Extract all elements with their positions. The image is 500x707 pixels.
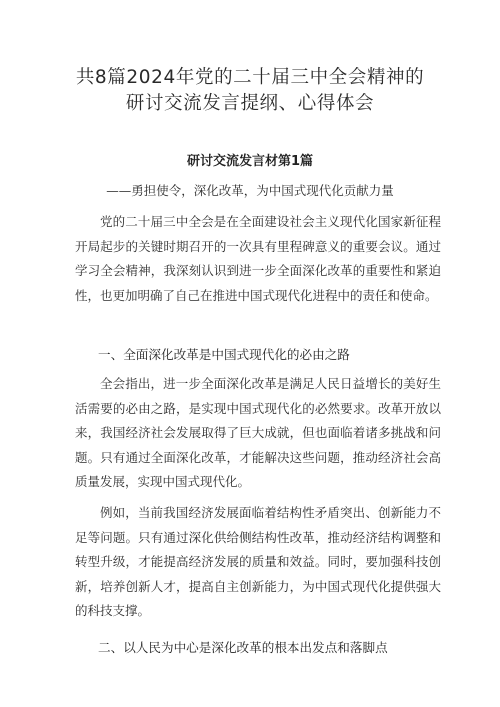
- heading-one: 一、全面深化改革是中国式现代化的必由之路: [98, 347, 350, 362]
- paragraph-example: 例如，当前我国经济发展面临着结构性矛盾突出、创新能力不足等问题。只有通过深化供给侧结构性改革，推动经济结构调整和转型升级，才能提高经济发展的质量和效益。同时，要加强科技创新，培养创新人才，提高自主创新能力，为中国式现代化提供强大的科技支撑。: [75, 505, 441, 619]
- section-title: 研讨交流发言材第1篇: [186, 154, 314, 169]
- heading-two: 二、以人民为中心是深化改革的根本出发点和落脚点: [98, 640, 388, 655]
- document-title-line-2: 研讨交流发言提纲、心得体会: [125, 93, 375, 114]
- document-title-line-1: 共8篇2024年党的二十届三中全会精神的: [75, 67, 425, 88]
- paragraph-intro: 党的二十届三中全会是在全面建设社会主义现代化国家新征程开局起步的关键时期召开的一次具有里程碑意义的重要会议。通过学习全会精神，我深刻认识到进一步全面深化改革的重要性和紧迫性，也更加明确了自己在推进中国式现代化进程中的责任和使命。: [75, 214, 441, 303]
- paragraph-reform-path: 全会指出，进一步全面深化改革是满足人民日益增长的美好生活需要的必由之路，是实现中国式现代化的必然要求。改革开放以来，我国经济社会发展取得了巨大成就，但也面临着诸多挑战和问题。只有通过全面深化改革，才能解决这些问题，推动经济社会高质量发展，实现中国式现代化。: [75, 376, 441, 490]
- section-subtitle: ——勇担使令，深化改革，为中国式现代化贡献力量: [106, 183, 394, 198]
